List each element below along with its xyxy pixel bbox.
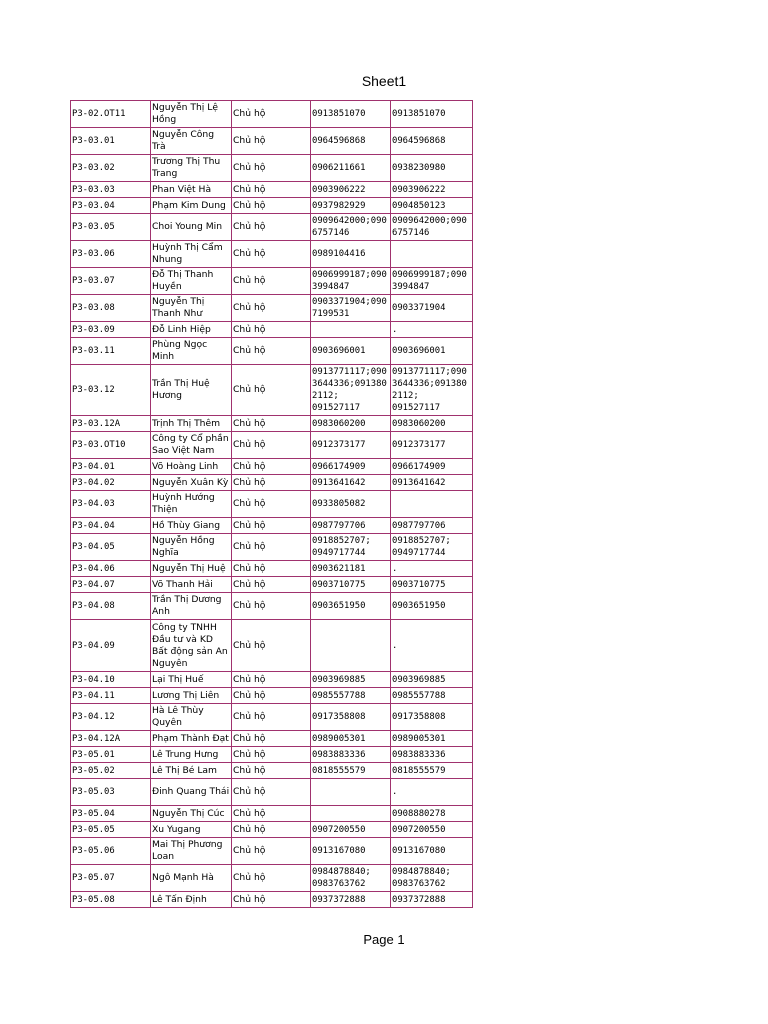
table-row	[71, 268, 473, 295]
owner-name-cell: Huỳnh Hướng Thiện	[151, 491, 232, 518]
owner-name-cell: Nguyễn Thị Huệ	[151, 561, 232, 577]
phone-primary-cell: 0903651950	[311, 593, 391, 620]
owner-name-cell: Công ty TNHH Đầu tư và KD Bất động sản An Nguyên	[151, 620, 232, 672]
table-row	[71, 459, 473, 475]
owner-name-cell: Lê Thị Bé Lam	[151, 763, 232, 779]
phone-secondary-cell: 0903710775	[391, 577, 473, 593]
phone-secondary-cell: 0984878840; 0983763762	[391, 865, 473, 892]
table-row	[71, 155, 473, 182]
phone-secondary-cell: 0909642000;0906757146	[391, 214, 473, 241]
role-cell: Chủ hộ	[232, 475, 311, 491]
role-cell: Chủ hộ	[232, 491, 311, 518]
unit-code-cell: P3-03.02	[71, 155, 151, 182]
role-cell: Chủ hộ	[232, 892, 311, 908]
role-cell: Chủ hộ	[232, 268, 311, 295]
phone-primary-cell	[311, 779, 391, 806]
phone-primary-cell: 0913167080	[311, 838, 391, 865]
unit-code-cell: P3-04.05	[71, 534, 151, 561]
phone-secondary-cell: .	[391, 561, 473, 577]
role-cell: Chủ hộ	[232, 593, 311, 620]
phone-primary-cell: 0983883336	[311, 747, 391, 763]
phone-primary-cell	[311, 620, 391, 672]
unit-code-cell: P3-04.12	[71, 704, 151, 731]
unit-code-cell: P3-04.11	[71, 688, 151, 704]
role-cell: Chủ hộ	[232, 822, 311, 838]
role-cell: Chủ hộ	[232, 838, 311, 865]
phone-secondary-cell: 0907200550	[391, 822, 473, 838]
phone-secondary-cell: 0903651950	[391, 593, 473, 620]
role-cell: Chủ hộ	[232, 518, 311, 534]
table-row	[71, 747, 473, 763]
phone-primary-cell	[311, 322, 391, 338]
unit-code-cell: P3-05.07	[71, 865, 151, 892]
unit-code-cell: P3-03.03	[71, 182, 151, 198]
phone-secondary-cell: 0818555579	[391, 763, 473, 779]
unit-code-cell: P3-05.08	[71, 892, 151, 908]
phone-primary-cell: 0964596868	[311, 128, 391, 155]
phone-primary-cell: 0918852707; 0949717744	[311, 534, 391, 561]
table-row	[71, 432, 473, 459]
table-row	[71, 101, 473, 128]
phone-primary-cell: 0937372888	[311, 892, 391, 908]
phone-primary-cell: 0933805082	[311, 491, 391, 518]
table-row	[71, 365, 473, 416]
phone-primary-cell: 0912373177	[311, 432, 391, 459]
phone-secondary-cell: 0987797706	[391, 518, 473, 534]
phone-secondary-cell: 0913771117;0903644336;0913802112; 091527117	[391, 365, 473, 416]
owner-name-cell: Đinh Quang Thái	[151, 779, 232, 806]
role-cell: Chủ hộ	[232, 432, 311, 459]
owner-name-cell: Hồ Thùy Giang	[151, 518, 232, 534]
unit-code-cell: P3-03.OT10	[71, 432, 151, 459]
phone-secondary-cell: 0903906222	[391, 182, 473, 198]
role-cell: Chủ hộ	[232, 416, 311, 432]
role-cell: Chủ hộ	[232, 763, 311, 779]
table-row	[71, 577, 473, 593]
phone-secondary-cell: .	[391, 779, 473, 806]
phone-primary-cell: 0903969885	[311, 672, 391, 688]
unit-code-cell: P3-05.06	[71, 838, 151, 865]
table-row	[71, 763, 473, 779]
phone-secondary-cell: 0985557788	[391, 688, 473, 704]
unit-code-cell: P3-03.12A	[71, 416, 151, 432]
phone-secondary-cell: 0912373177	[391, 432, 473, 459]
phone-secondary-cell: 0964596868	[391, 128, 473, 155]
role-cell: Chủ hộ	[232, 128, 311, 155]
phone-secondary-cell: 0938230980	[391, 155, 473, 182]
table-row	[71, 806, 473, 822]
phone-primary-cell: 0917358808	[311, 704, 391, 731]
owner-name-cell: Ngô Mạnh Hà	[151, 865, 232, 892]
page-number: Page 1	[363, 932, 405, 947]
unit-code-cell: P3-04.04	[71, 518, 151, 534]
phone-secondary-cell: 0917358808	[391, 704, 473, 731]
role-cell: Chủ hộ	[232, 198, 311, 214]
unit-code-cell: P3-04.07	[71, 577, 151, 593]
role-cell: Chủ hộ	[232, 338, 311, 365]
table-row	[71, 416, 473, 432]
role-cell: Chủ hộ	[232, 688, 311, 704]
phone-secondary-cell: 0983060200	[391, 416, 473, 432]
table-row	[71, 779, 473, 806]
owner-name-cell: Võ Thanh Hải	[151, 577, 232, 593]
phone-primary-cell: 0907200550	[311, 822, 391, 838]
table-row	[71, 731, 473, 747]
phone-primary-cell: 0903696001	[311, 338, 391, 365]
role-cell: Chủ hộ	[232, 779, 311, 806]
role-cell: Chủ hộ	[232, 295, 311, 322]
phone-secondary-cell: 0918852707; 0949717744	[391, 534, 473, 561]
phone-primary-cell: 0909642000;0906757146	[311, 214, 391, 241]
owner-name-cell: Nguyễn Thị Lệ Hồng	[151, 101, 232, 128]
phone-primary-cell	[311, 806, 391, 822]
phone-primary-cell: 0937982929	[311, 198, 391, 214]
phone-primary-cell: 0903710775	[311, 577, 391, 593]
role-cell: Chủ hộ	[232, 459, 311, 475]
table-row	[71, 865, 473, 892]
phone-primary-cell: 0989104416	[311, 241, 391, 268]
phone-primary-cell: 0984878840; 0983763762	[311, 865, 391, 892]
owner-name-cell: Xu Yugang	[151, 822, 232, 838]
unit-code-cell: P3-05.03	[71, 779, 151, 806]
unit-code-cell: P3-04.10	[71, 672, 151, 688]
table-row	[71, 534, 473, 561]
owner-name-cell: Phan Việt Hà	[151, 182, 232, 198]
table-row	[71, 892, 473, 908]
phone-primary-cell: 0987797706	[311, 518, 391, 534]
owner-name-cell: Nguyễn Thị Thanh Như	[151, 295, 232, 322]
table-row	[71, 128, 473, 155]
role-cell: Chủ hộ	[232, 747, 311, 763]
unit-code-cell: P3-03.04	[71, 198, 151, 214]
table-row	[71, 214, 473, 241]
phone-secondary-cell: .	[391, 620, 473, 672]
phone-secondary-cell: 0903696001	[391, 338, 473, 365]
owner-name-cell: Trần Thị Huệ Hương	[151, 365, 232, 416]
table-row	[71, 822, 473, 838]
role-cell: Chủ hộ	[232, 101, 311, 128]
phone-primary-cell: 0913851070	[311, 101, 391, 128]
owner-name-cell: Trương Thị Thu Trang	[151, 155, 232, 182]
role-cell: Chủ hộ	[232, 182, 311, 198]
owner-name-cell: Lương Thị Liên	[151, 688, 232, 704]
owner-name-cell: Phạm Kim Dung	[151, 198, 232, 214]
owner-name-cell: Hà Lê Thùy Quyên	[151, 704, 232, 731]
unit-code-cell: P3-05.05	[71, 822, 151, 838]
owner-name-cell: Mai Thị Phương Loan	[151, 838, 232, 865]
phone-secondary-cell: 0903371904	[391, 295, 473, 322]
unit-code-cell: P3-04.09	[71, 620, 151, 672]
owner-name-cell: Trần Thị Dương Anh	[151, 593, 232, 620]
phone-secondary-cell: 0913851070	[391, 101, 473, 128]
role-cell: Chủ hộ	[232, 561, 311, 577]
table-row	[71, 241, 473, 268]
owner-table	[70, 100, 473, 908]
role-cell: Chủ hộ	[232, 806, 311, 822]
phone-secondary-cell: .	[391, 322, 473, 338]
phone-secondary-cell	[391, 491, 473, 518]
table-row	[71, 322, 473, 338]
role-cell: Chủ hộ	[232, 865, 311, 892]
phone-primary-cell: 0989005301	[311, 731, 391, 747]
unit-code-cell: P3-04.08	[71, 593, 151, 620]
phone-primary-cell: 0818555579	[311, 763, 391, 779]
phone-primary-cell: 0903906222	[311, 182, 391, 198]
phone-primary-cell: 0913771117;0903644336;0913802112; 091527117	[311, 365, 391, 416]
unit-code-cell: P3-05.04	[71, 806, 151, 822]
phone-primary-cell: 0983060200	[311, 416, 391, 432]
phone-secondary-cell: 0903969885	[391, 672, 473, 688]
unit-code-cell: P3-04.02	[71, 475, 151, 491]
role-cell: Chủ hộ	[232, 731, 311, 747]
table-row	[71, 338, 473, 365]
unit-code-cell: P3-04.01	[71, 459, 151, 475]
phone-primary-cell: 0906211661	[311, 155, 391, 182]
phone-secondary-cell	[391, 241, 473, 268]
owner-name-cell: Trịnh Thị Thêm	[151, 416, 232, 432]
owner-name-cell: Công ty Cổ phần Sao Việt Nam	[151, 432, 232, 459]
table-row	[71, 561, 473, 577]
phone-secondary-cell: 0989005301	[391, 731, 473, 747]
owner-name-cell: Lê Trung Hưng	[151, 747, 232, 763]
phone-secondary-cell: 0906999187;0903994847	[391, 268, 473, 295]
owner-name-cell: Nguyễn Xuân Kỳ	[151, 475, 232, 491]
owner-name-cell: Huỳnh Thị Cẩm Nhung	[151, 241, 232, 268]
table-row	[71, 688, 473, 704]
role-cell: Chủ hộ	[232, 534, 311, 561]
owner-name-cell: Đỗ Linh Hiệp	[151, 322, 232, 338]
role-cell: Chủ hộ	[232, 577, 311, 593]
unit-code-cell: P3-03.07	[71, 268, 151, 295]
table-row	[71, 838, 473, 865]
table-row	[71, 620, 473, 672]
table-row	[71, 672, 473, 688]
role-cell: Chủ hộ	[232, 620, 311, 672]
table-row	[71, 182, 473, 198]
role-cell: Chủ hộ	[232, 365, 311, 416]
unit-code-cell: P3-02.OT11	[71, 101, 151, 128]
owner-name-cell: Choi Young Min	[151, 214, 232, 241]
owner-name-cell: Võ Hoàng Linh	[151, 459, 232, 475]
owner-name-cell: Lại Thị Huế	[151, 672, 232, 688]
owner-name-cell: Phạm Thành Đạt	[151, 731, 232, 747]
unit-code-cell: P3-03.05	[71, 214, 151, 241]
phone-secondary-cell: 0983883336	[391, 747, 473, 763]
phone-secondary-cell: 0913641642	[391, 475, 473, 491]
owner-name-cell: Nguyễn Hồng Nghĩa	[151, 534, 232, 561]
role-cell: Chủ hộ	[232, 155, 311, 182]
table-row	[71, 704, 473, 731]
table-row	[71, 295, 473, 322]
table-row	[71, 593, 473, 620]
role-cell: Chủ hộ	[232, 241, 311, 268]
unit-code-cell: P3-03.01	[71, 128, 151, 155]
unit-code-cell: P3-05.02	[71, 763, 151, 779]
unit-code-cell: P3-05.01	[71, 747, 151, 763]
unit-code-cell: P3-04.03	[71, 491, 151, 518]
owner-name-cell: Nguyễn Thị Cúc	[151, 806, 232, 822]
unit-code-cell: P3-04.06	[71, 561, 151, 577]
phone-secondary-cell: 0908880278	[391, 806, 473, 822]
phone-primary-cell: 0903371904;0907199531	[311, 295, 391, 322]
role-cell: Chủ hộ	[232, 672, 311, 688]
role-cell: Chủ hộ	[232, 214, 311, 241]
phone-secondary-cell: 0937372888	[391, 892, 473, 908]
table-row	[71, 491, 473, 518]
phone-primary-cell: 0966174909	[311, 459, 391, 475]
phone-primary-cell: 0903621181	[311, 561, 391, 577]
unit-code-cell: P3-03.06	[71, 241, 151, 268]
role-cell: Chủ hộ	[232, 322, 311, 338]
phone-secondary-cell: 0904850123	[391, 198, 473, 214]
owner-name-cell: Lê Tấn Định	[151, 892, 232, 908]
table-row	[71, 198, 473, 214]
phone-secondary-cell: 0966174909	[391, 459, 473, 475]
owner-name-cell: Nguyễn Công Trà	[151, 128, 232, 155]
sheet-title: Sheet1	[361, 73, 407, 89]
unit-code-cell: P3-03.09	[71, 322, 151, 338]
unit-code-cell: P3-03.12	[71, 365, 151, 416]
phone-primary-cell: 0913641642	[311, 475, 391, 491]
role-cell: Chủ hộ	[232, 704, 311, 731]
table-row	[71, 518, 473, 534]
owner-name-cell: Đỗ Thị Thanh Huyền	[151, 268, 232, 295]
phone-secondary-cell: 0913167080	[391, 838, 473, 865]
owner-name-cell: Phùng Ngọc Minh	[151, 338, 232, 365]
unit-code-cell: P3-03.11	[71, 338, 151, 365]
phone-primary-cell: 0985557788	[311, 688, 391, 704]
table-row	[71, 475, 473, 491]
table-body	[71, 101, 473, 908]
phone-primary-cell: 0906999187;0903994847	[311, 268, 391, 295]
unit-code-cell: P3-04.12A	[71, 731, 151, 747]
unit-code-cell: P3-03.08	[71, 295, 151, 322]
